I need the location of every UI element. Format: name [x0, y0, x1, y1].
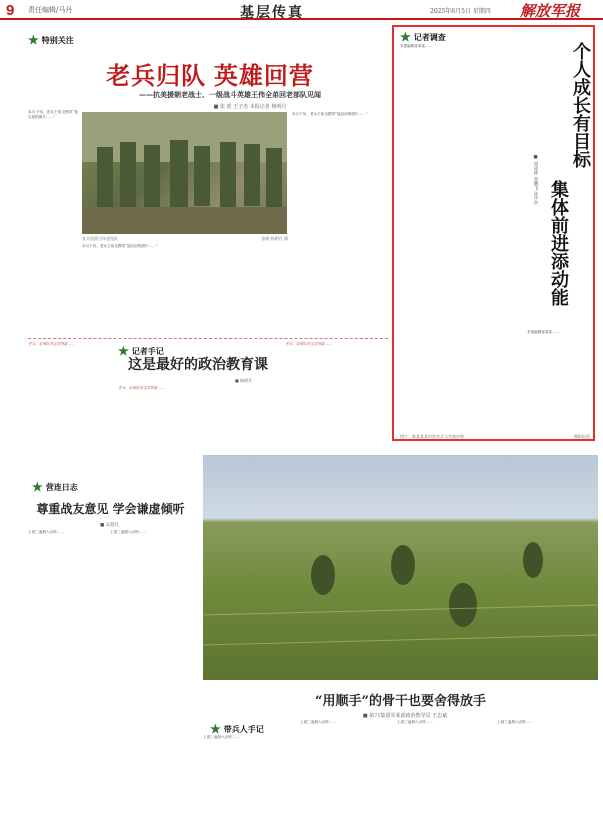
lower-left-body-col2: 上周三凌晨六点钟…… — [110, 530, 146, 534]
field-photo — [203, 455, 598, 680]
star-icon: ★ — [32, 480, 43, 494]
right-body-col1: 本报编辑部某某…… — [400, 44, 433, 48]
soldiers-group-photo — [82, 112, 287, 234]
photo-story-byline: ■ 第71集团军某部政治教导员 王志斌 — [362, 713, 448, 719]
lower-left-tag — [32, 480, 78, 494]
lower-left-headline: 尊重战友意见 学会谦虚倾听 — [36, 502, 185, 516]
commentary-body-right: 老兵，是部队的宝贵财富…… — [285, 342, 332, 346]
lower-left-body-col1: 上周三凌晨六点钟…… — [28, 530, 64, 534]
main-headline: 老兵归队 英雄回营 — [106, 63, 314, 90]
photo-story-headline: “用顺手”的骨干也要舍得放手 — [315, 694, 486, 709]
lower-left-tag-label: 营连日志 — [45, 481, 78, 492]
photo-story-tag — [210, 722, 264, 736]
lower-left-byline: ■ 吴超凡 — [100, 523, 120, 528]
commentary-tag-label: 记者手记 — [131, 345, 164, 356]
main-byline: ■ 张 震 王子杰 本报记者 杨明月 — [213, 104, 287, 110]
star-icon: ★ — [28, 33, 39, 47]
right-photo-credit: 摄影报道 — [574, 434, 590, 439]
right-caption: 图片：陈某某某经验官兵与军旅作物 — [400, 434, 464, 439]
soldiers-in-field-photo — [203, 455, 598, 680]
right-tag-label: 记者调查 — [413, 31, 446, 42]
commentary-headline: 这是最好的政治教育课 — [128, 357, 268, 373]
section-title: 基层传真 — [240, 5, 304, 21]
star-icon: ★ — [118, 344, 129, 358]
right-headline-2: 集体前进添动能 — [548, 180, 569, 306]
photo-story-body-col4: 上周三凌晨六点钟…… — [497, 720, 533, 724]
main-story-body-col3: 本月下旬，老兵王伟全携带“他以前的照片……” — [292, 112, 368, 116]
photo-credit: 张晓 杨明月 摄 — [261, 236, 288, 241]
star-icon: ★ — [400, 30, 411, 44]
commentary-body-left: 老兵，是部队的宝贵财富…… — [28, 342, 75, 346]
column-tag-label: 特别关注 — [41, 34, 74, 45]
main-story-body-lower: 本月下旬，老兵王伟全携带“他以前的照片……” — [82, 244, 158, 248]
right-byline: ■ 胡成林 宋鹏飞 孙学亭 — [533, 155, 538, 205]
right-headline-1: 个人成长有目标 — [570, 42, 591, 168]
photo-story-body-col1: 上周三凌晨六点钟…… — [203, 735, 239, 739]
right-tag — [400, 30, 446, 44]
photo-story-body-col3: 上周三凌晨六点钟…… — [397, 720, 433, 724]
newspaper-logo: 解放军报 — [520, 4, 581, 20]
main-photo — [82, 112, 287, 234]
main-subhead: ——抗美援朝老战士、一级战斗英雄王伟全弟回老部队见闻 — [139, 90, 321, 99]
star-icon: ★ — [210, 722, 221, 736]
commentary-body-mid: 老兵，是部队的宝贵财富…… — [118, 386, 165, 390]
divider — [28, 338, 388, 339]
column-tag — [28, 33, 74, 47]
section-info: 责任编辑/马丹 — [28, 6, 73, 14]
commentary-byline: ■ 杨明月 — [235, 378, 253, 383]
photo-story-body-col2: 上周三凌晨六点钟…… — [300, 720, 336, 724]
issue-date: 2025年6月5日 星期四 — [430, 8, 491, 15]
right-body-col2: 本报编辑部某某…… — [527, 330, 560, 334]
page-number: 9 — [6, 2, 15, 19]
photo-story-tag-label: 带兵人手记 — [223, 723, 264, 734]
photo-caption: 宣兵回到当年老连队 — [82, 236, 118, 241]
main-story-body-col1: 本月下旬，老兵王伟全携带“他以前的照片……” — [28, 110, 78, 120]
